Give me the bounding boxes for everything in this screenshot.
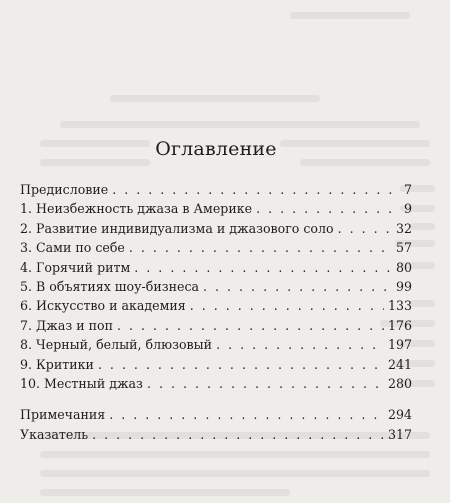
toc-entry-page: 9: [403, 201, 412, 217]
dot-leader: [216, 335, 384, 354]
toc-entry-page: 280: [387, 376, 412, 392]
toc-entry-label: Примечания: [20, 407, 106, 423]
toc-title: Оглавление: [155, 138, 277, 160]
dot-leader: [203, 277, 392, 296]
toc-entry-label: Предисловие: [20, 182, 109, 197]
toc-entry-chapter-10: [20, 374, 412, 393]
toc-entry-label: Указатель: [20, 426, 89, 442]
toc-entry-label: 2. Развитие индивидуализма и джазового соло: [20, 220, 334, 236]
toc-entry-page: 57: [395, 240, 412, 256]
toc-entry-page: 197: [387, 337, 412, 353]
toc-entry-chapter-5: [20, 277, 412, 296]
toc-entry-preface: [20, 180, 412, 199]
toc-entry-page: 294: [387, 407, 412, 423]
dot-leader: [109, 405, 384, 424]
toc-entry-page: 176: [387, 317, 412, 333]
toc-entry-chapter-2: [20, 219, 412, 238]
dot-leader: [129, 238, 392, 257]
toc-entry-page: 99: [395, 279, 412, 295]
toc-entry-label: 8. Черный, белый, блюзовый: [20, 337, 213, 353]
toc-entry-label: 3. Сами по себе: [20, 240, 125, 256]
dot-leader: [256, 199, 400, 218]
toc-entry-page: 7: [403, 182, 412, 197]
toc-entry-page: 32: [395, 220, 412, 236]
dot-leader: [134, 258, 392, 277]
dot-leader: [190, 296, 384, 315]
toc-entry-chapter-6: [20, 296, 412, 315]
dot-leader: [98, 355, 384, 374]
section-spacer: [20, 393, 412, 405]
toc-entry-chapter-1: [20, 199, 412, 218]
dot-leader: [338, 219, 392, 238]
dot-leader: [92, 425, 384, 444]
dot-leader: [117, 316, 384, 335]
toc-entry-index: [20, 425, 412, 444]
toc-entry-page: 133: [387, 298, 412, 314]
toc-entry-chapter-3: [20, 238, 412, 257]
toc-entry-chapter-9: [20, 355, 412, 374]
toc-entry-label: 9. Критики: [20, 356, 94, 372]
toc-entry-notes: [20, 405, 412, 424]
toc-entry-label: 1. Неизбежность джаза в Америке: [20, 201, 253, 217]
toc-entry-page: 80: [395, 259, 412, 275]
toc-entry-label: 5. В объятиях шоу-бизнеса: [20, 279, 200, 295]
toc-entry-chapter-8: [20, 335, 412, 354]
dot-leader: [147, 374, 384, 393]
toc-entry-label: 7. Джаз и поп: [20, 317, 113, 333]
dot-leader: [112, 180, 400, 199]
toc-entry-label: 10. Местный джаз: [20, 376, 143, 392]
toc-entry-label: 4. Горячий ритм: [20, 259, 131, 275]
toc-entry-label: 6. Искусство и академия: [20, 298, 186, 314]
toc-entry-chapter-7: [20, 316, 412, 335]
table-of-contents: [20, 138, 412, 444]
toc-entry-page: 241: [387, 356, 412, 372]
toc-entry-chapter-4: [20, 258, 412, 277]
toc-entry-page: 317: [387, 426, 412, 442]
